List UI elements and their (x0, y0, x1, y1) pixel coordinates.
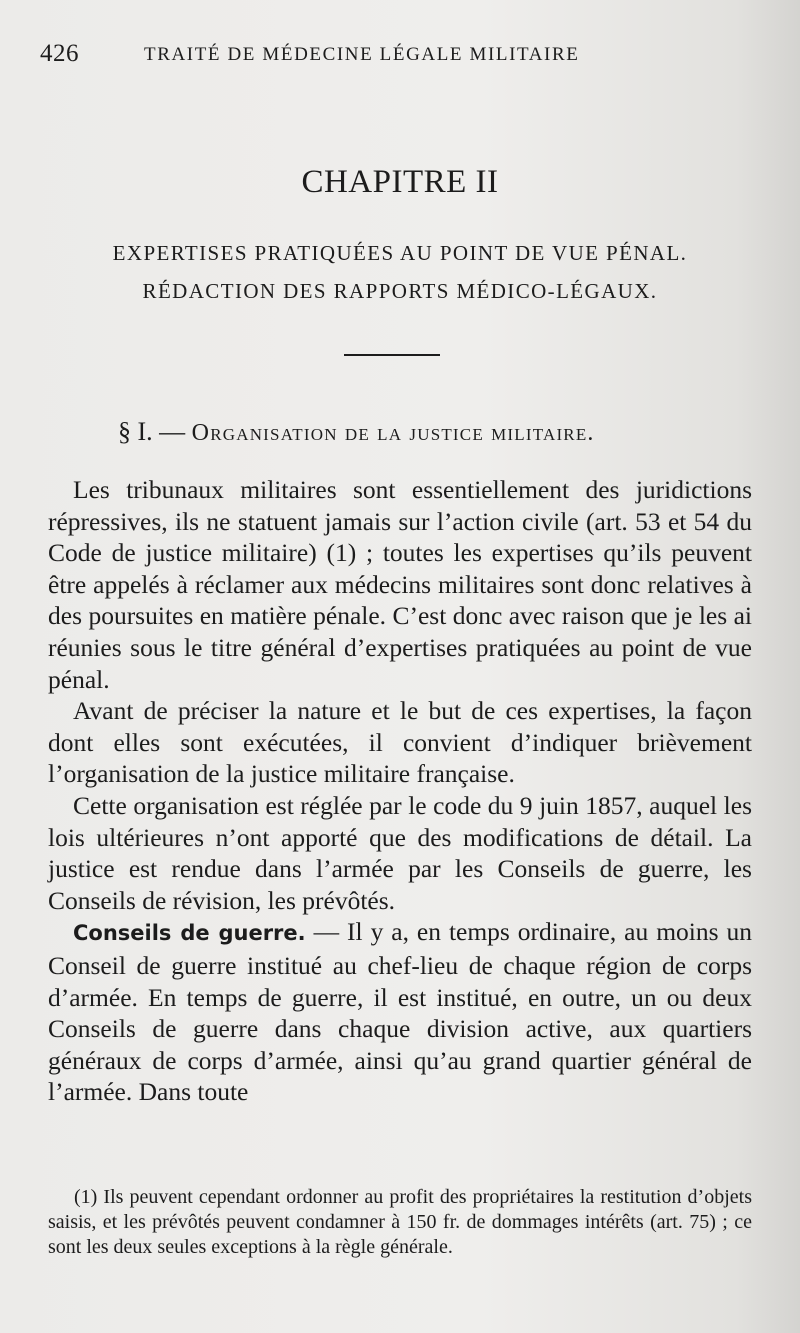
section-prefix: § I. — (118, 417, 192, 446)
running-title: TRAITÉ DE MÉDECINE LÉGALE MILITAIRE (144, 44, 580, 65)
page-number: 426 (40, 40, 79, 67)
page-header (40, 40, 760, 74)
paragraph-2: Avant de préciser la nature et le but de ces expertises, la façon dont elles sont exécutées, il convient d’indiquer brièvement l’organisation de la justice militaire française. (48, 696, 752, 789)
paragraph-4 (48, 916, 752, 1108)
divider-rule (344, 354, 440, 356)
chapter-subtitle-line-2: RÉDACTION DES RAPPORTS MÉDICO-LÉGAUX. (142, 279, 658, 303)
body-text (48, 474, 752, 1108)
section-title: Organisation de la justice militaire. (191, 420, 595, 446)
chapter-title: CHAPITRE II (301, 164, 499, 200)
chapter-subtitle-line-1: EXPERTISES PRATIQUÉES AU POINT DE VUE PÉNAL. (112, 241, 688, 265)
paragraph-4-text: — Il y a, en temps ordinaire, au moins un Conseil de guerre institué au chef-lieu de chaque région de corps d’armée. En temps de guerre, il est institué, en outre, un ou deux Conseils de guerre dans chaque division active, aux quartiers généraux de corps d’armée, ainsi qu’au grand quartier général de l’armée. Dans toute (48, 917, 752, 1107)
paragraph-4-lead: Conseils de guerre. (73, 921, 306, 946)
footnote-text: (1) Ils peuvent cependant ordonner au profit des propriétaires la restitution d’objets saisis, et les prévôtés peuvent condamner à 150 fr. de dommages intérêts (art. 75) ; ce sont les deux seules exceptions à la règle générale. (48, 1186, 752, 1258)
paragraph-3: Cette organisation est réglée par le code du 9 juin 1857, auquel les lois ultérieures n’ont apporté que des modifications de détail. La justice est rendue dans l’armée par les Conseils de guerre, les Conseils de révision, les prévôtés. (48, 790, 752, 915)
paragraph-1: Les tribunaux militaires sont essentiellement des juridictions répressives, ils ne statuent jamais sur l’action civile (art. 53 et 54 du Code de justice militaire) (1) ; toutes les expertises qu’ils peuvent être appelés à réclamer aux médecins militaires sont donc relatives à des poursuites en matière pénale. C’est donc avec raison que je les ai réunies sous le titre général d’expertises pratiquées au point de vue pénal. (48, 475, 752, 694)
footnote (48, 1185, 752, 1260)
section-heading (118, 417, 595, 447)
